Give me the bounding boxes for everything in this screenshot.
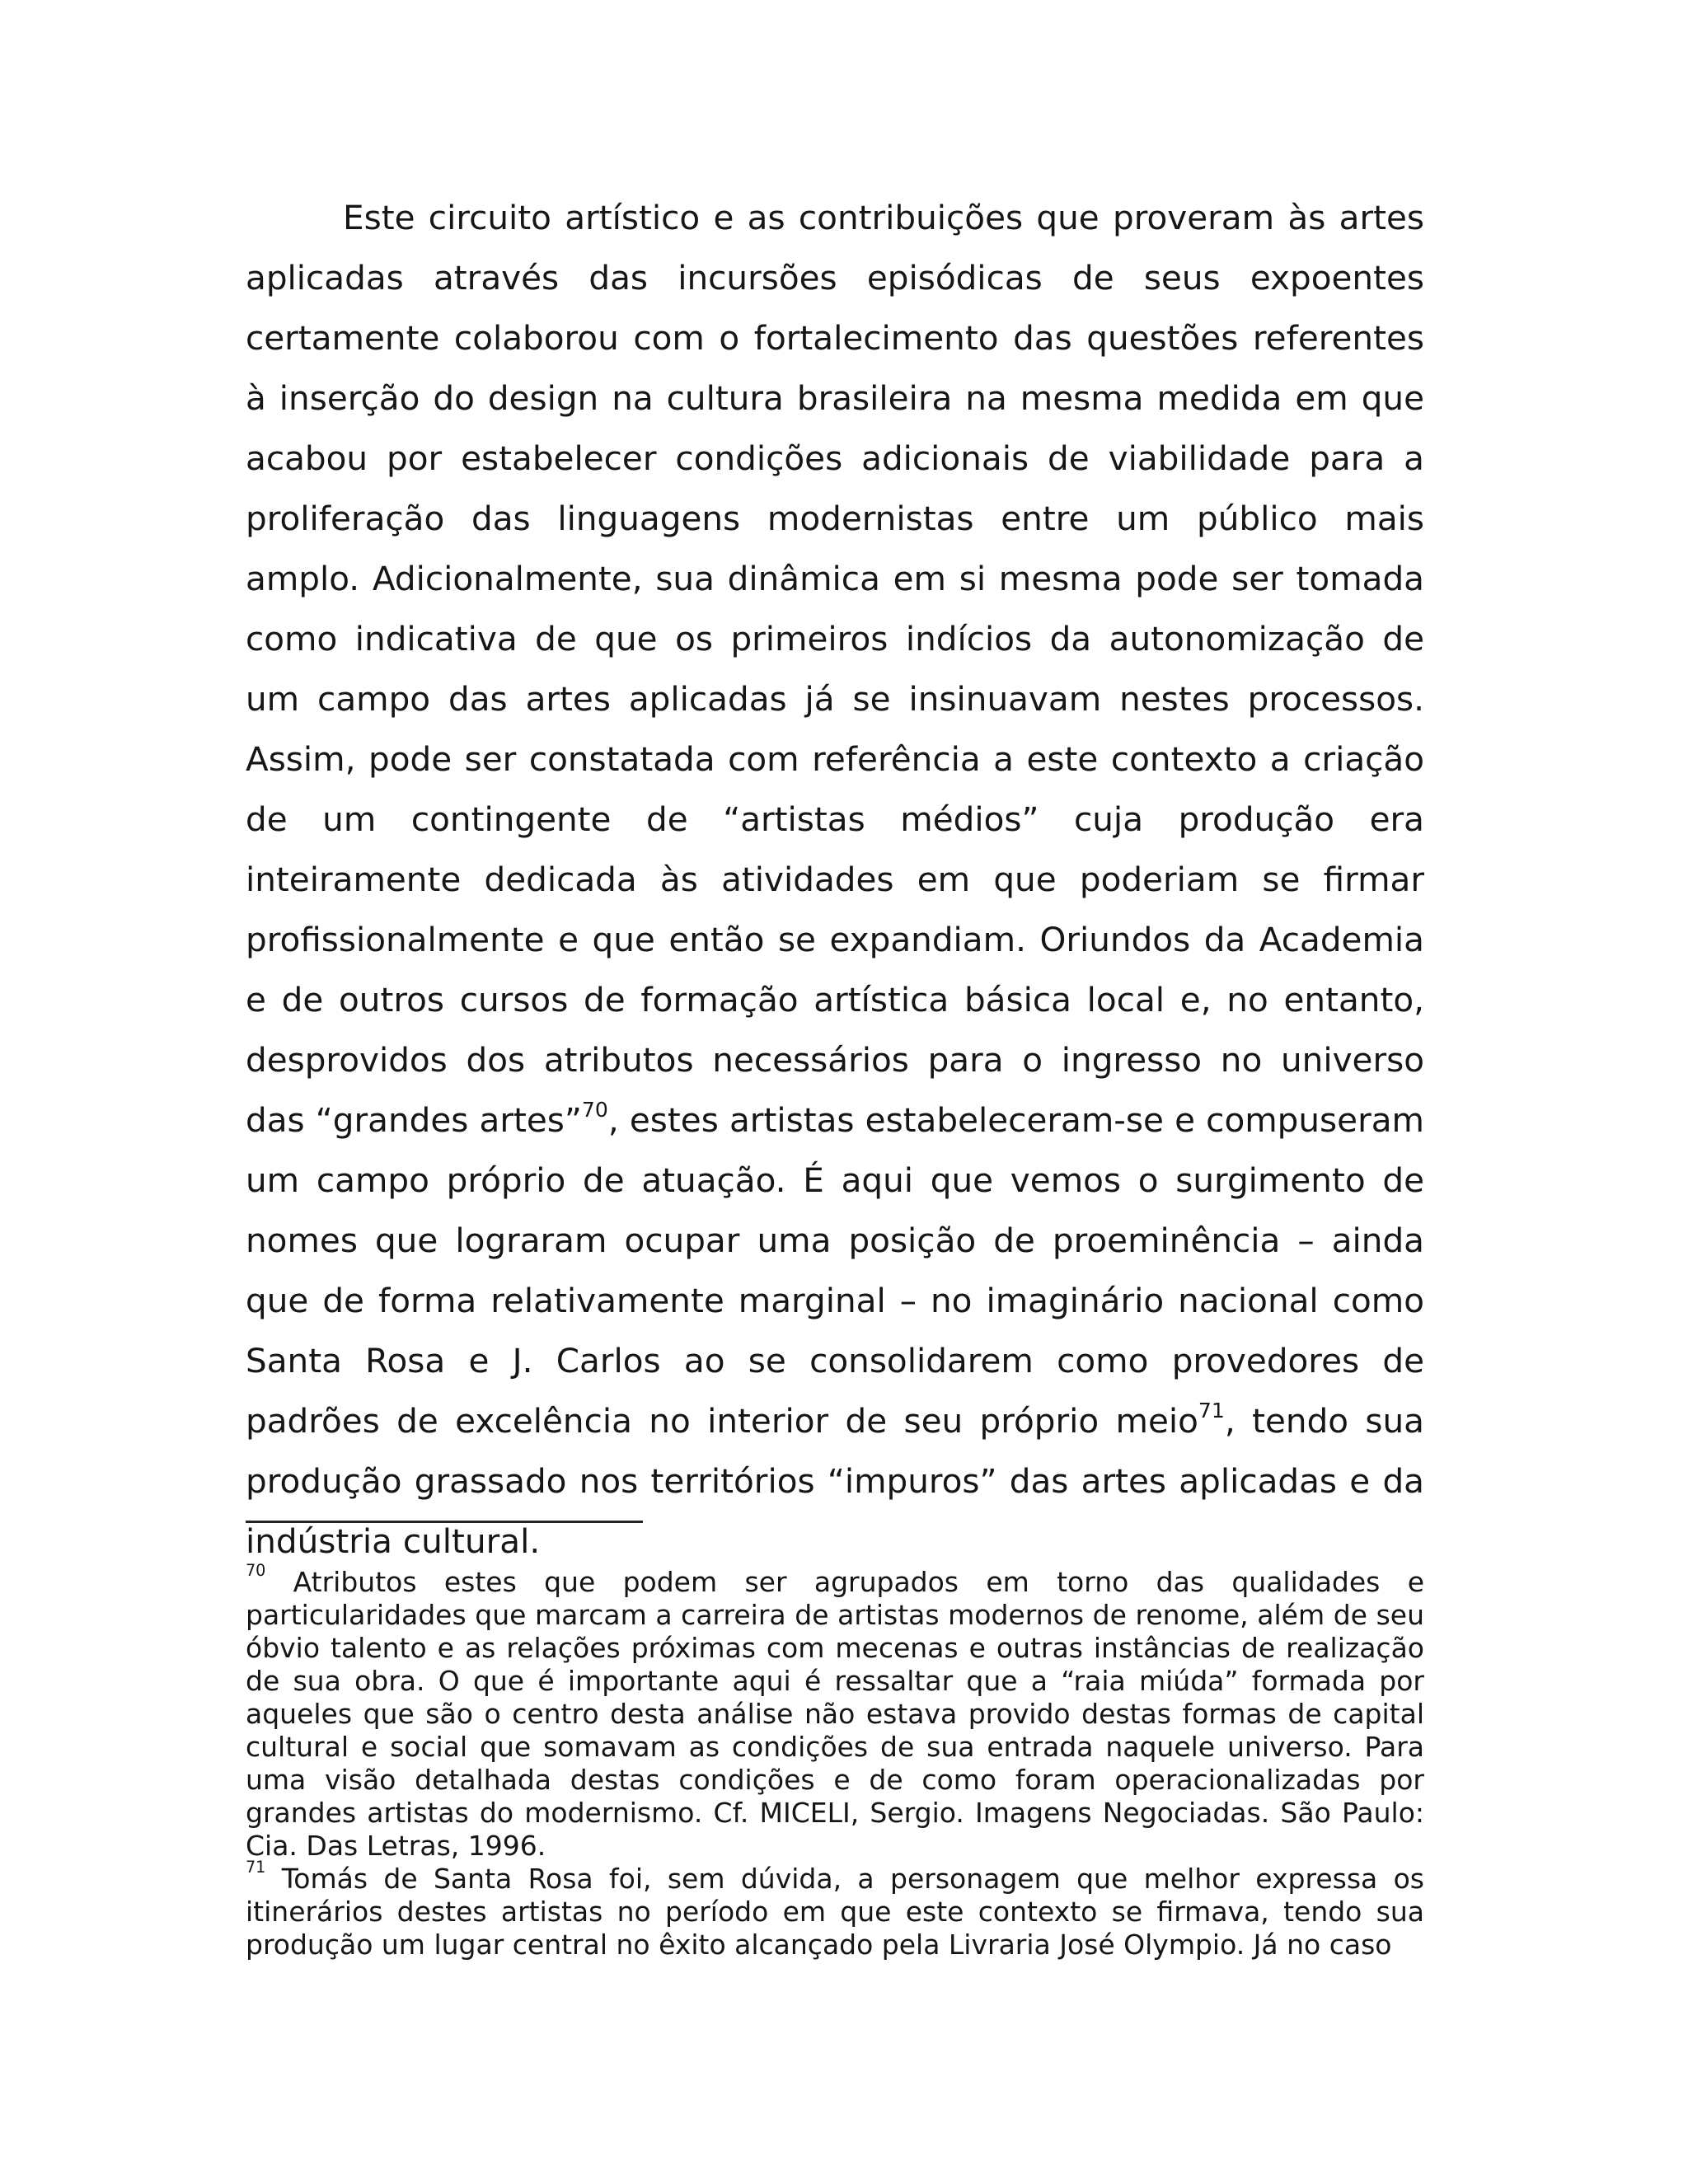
body-text-part-1: Este circuito artístico e as contribuições que proveram às artes aplicadas através das incursões episódicas de seus expoentes certamente colaborou com o fortalecimento das questões referentes à inserção do design na cultura brasileira na mesma medida em que acabou por estabelecer condições adicionais de viabilidade para a proliferação das linguagens modernistas entre um público mais amplo. Adicionalmente, sua dinâmica em si mesma pode ser tomada como indicativa de que os primeiros indícios da autonomização de um campo das artes aplicadas já se insinuavam nestes processos. Assim, pode ser constatada com referência a este contexto a criação de um contingente de “artistas médios” cuja produção era inteiramente dedicada às atividades em que poderiam se firmar profissionalmente e que então se expandiam. Oriundos da Academia e de outros cursos de formação artística básica local e, no entanto, desprovidos dos atributos necessários para o ingresso no universo das “grandes artes” [246, 198, 1424, 1140]
footnote-text-70: Atributos estes que podem ser agrupados em torno das qualidades e particularidades que marcam a carreira de artistas modernos de renome, além de seu óbvio talento e as relações próximas com mecenas e outras instâncias de realização de sua obra. O que é importante aqui é ressaltar que a “raia miúda” formada por aqueles que são o centro desta análise não estava provido destas formas de capital cultural e social que somavam as condições de sua entrada naquele universo. Para uma visão detalhada destas condições e de como foram operacionalizadas por grandes artistas do modernismo. Cf. MICELI, Sergio. Imagens Negociadas. São Paulo: Cia. Das Letras, 1996. [246, 1566, 1424, 1862]
body-paragraph [246, 188, 1424, 1572]
footnote-71 [246, 1858, 1424, 1961]
footnote-ref-71[interactable]: 71 [1198, 1398, 1225, 1422]
footnote-number-70: 70 [246, 1561, 266, 1581]
body-text-part-3: , tendo sua produção grassado nos territórios “impuros” das artes aplicadas e da indústria cultural. [246, 1401, 1424, 1561]
footnote-70 [246, 1561, 1424, 1863]
footnotes-section [246, 1561, 1424, 1961]
footnote-number-71: 71 [246, 1858, 266, 1877]
footnote-text-71: Tomás de Santa Rosa foi, sem dúvida, a personagem que melhor expressa os itinerários destes artistas no período em que este contexto se firmava, tendo sua produção um lugar central no êxito alcançado pela Livraria José Olympio. Já no caso [246, 1863, 1424, 1961]
body-text-part-2: , estes artistas estabeleceram-se e compuseram um campo próprio de atuação. É aqui que vemos o surgimento de nomes que lograram ocupar uma posição de proeminência – ainda que de forma relativamente marginal – no imaginário nacional como Santa Rosa e J. Carlos ao se consolidarem como provedores de padrões de excelência no interior de seu próprio meio [246, 1100, 1424, 1441]
footnote-separator [246, 1521, 643, 1523]
footnote-ref-70[interactable]: 70 [581, 1097, 608, 1122]
